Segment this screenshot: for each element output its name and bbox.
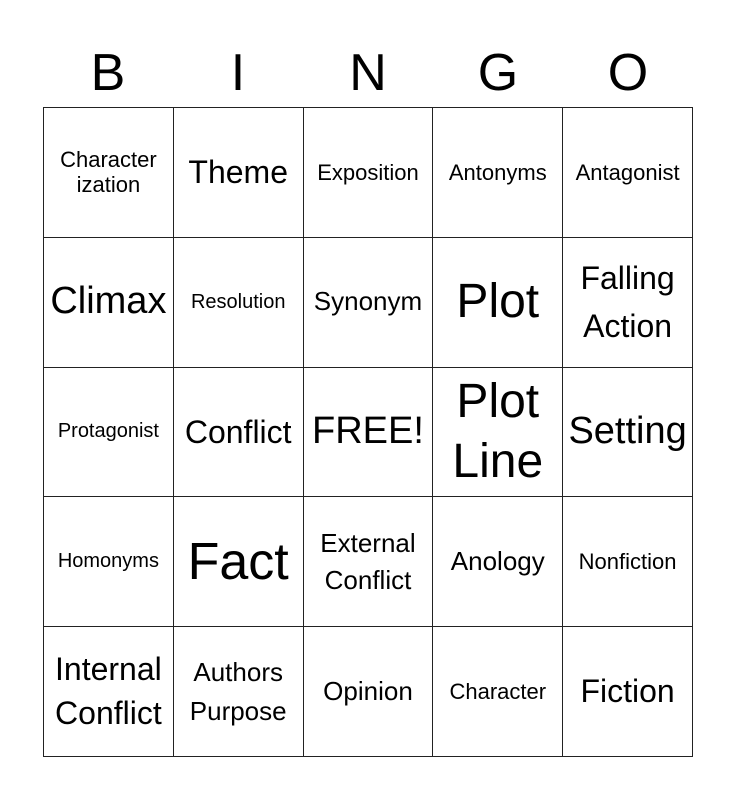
- cell-text: Resolution: [190, 290, 286, 313]
- cell-text: External Conflict: [320, 528, 416, 595]
- bingo-cell[interactable]: [433, 627, 563, 757]
- bingo-cell[interactable]: [44, 368, 174, 498]
- bingo-cell[interactable]: [304, 108, 434, 238]
- cell-text: Anology: [450, 545, 545, 576]
- bingo-cell[interactable]: [44, 238, 174, 368]
- header-letter-g: G: [477, 44, 519, 102]
- bingo-cell[interactable]: [44, 108, 174, 238]
- cell-text: FREE!: [312, 410, 424, 453]
- cell-text: Antagonist: [575, 159, 680, 185]
- cell-text: Fiction: [580, 673, 675, 710]
- bingo-board: [43, 107, 693, 757]
- cell-text: Homonyms: [57, 550, 159, 573]
- bingo-cell[interactable]: [304, 627, 434, 757]
- bingo-cell[interactable]: [563, 238, 693, 368]
- bingo-cell[interactable]: [433, 108, 563, 238]
- bingo-cell[interactable]: [563, 368, 693, 498]
- cell-text: Character: [449, 678, 547, 704]
- cell-text: Conflict: [184, 413, 292, 450]
- cell-text: Authors Purpose: [189, 656, 287, 726]
- bingo-cell[interactable]: [174, 497, 304, 627]
- bingo-cell[interactable]: [304, 368, 434, 498]
- cell-text: Synonym: [313, 286, 423, 317]
- header-letter-o: O: [607, 44, 649, 102]
- header-letter-i: I: [230, 44, 246, 102]
- bingo-cell[interactable]: [304, 497, 434, 627]
- bingo-cell[interactable]: [433, 368, 563, 498]
- cell-text: Fact: [187, 532, 289, 591]
- cell-text: Climax: [50, 280, 167, 323]
- bingo-cell[interactable]: [174, 108, 304, 238]
- cell-text: Internal Conflict: [55, 651, 162, 731]
- bingo-cell[interactable]: [433, 497, 563, 627]
- bingo-cell[interactable]: [174, 627, 304, 757]
- cell-text: Protagonist: [57, 420, 159, 443]
- cell-text: Opinion: [323, 675, 413, 706]
- cell-text: Antonyms: [448, 159, 547, 185]
- cell-text: Falling Action: [580, 260, 675, 345]
- cell-text: Exposition: [317, 159, 419, 185]
- bingo-header: [43, 40, 693, 106]
- bingo-cell[interactable]: [563, 627, 693, 757]
- header-letter-n: N: [349, 44, 387, 102]
- cell-text: Theme: [188, 154, 288, 191]
- cell-text: Character ization: [60, 147, 157, 198]
- bingo-cell[interactable]: [304, 238, 434, 368]
- bingo-cell[interactable]: [174, 238, 304, 368]
- bingo-cell[interactable]: [563, 497, 693, 627]
- bingo-cell[interactable]: [44, 497, 174, 627]
- bingo-cell[interactable]: [174, 368, 304, 498]
- bingo-cell[interactable]: [433, 238, 563, 368]
- cell-text: Setting: [568, 410, 687, 453]
- bingo-cell[interactable]: [44, 627, 174, 757]
- bingo-cell[interactable]: [563, 108, 693, 238]
- header-letter-b: B: [90, 44, 126, 102]
- cell-text: Plot Line: [452, 374, 544, 488]
- cell-text: Plot: [456, 275, 540, 329]
- cell-text: Nonfiction: [578, 549, 677, 575]
